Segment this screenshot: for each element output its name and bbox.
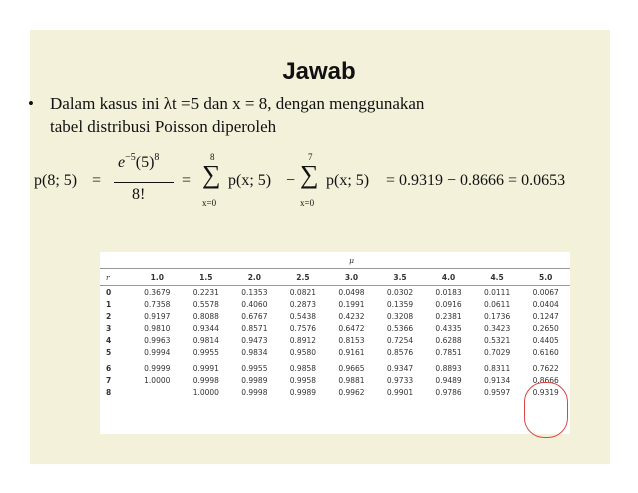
table-cell: 0.2650 [532,323,559,333]
table-cell: 0.9999 [144,363,171,373]
table-row [100,310,570,322]
table-header-r: r [100,269,133,286]
table-cell: 0.9786 [435,387,462,397]
table-cell: 0.9161 [338,347,365,357]
table-cell: 0.0111 [483,287,511,297]
table-cell: 0.4060 [241,299,268,309]
table-cell: 0.9134 [483,375,511,385]
table-cell: 0.5438 [289,311,317,321]
table-cell: 0.0404 [532,299,559,309]
table-cell: 0.0916 [435,299,462,309]
table-row-label: 5 [106,347,112,357]
table-cell: 0.9347 [386,363,414,373]
table-row [100,334,570,346]
table-cell: 0.9197 [144,311,171,321]
table-cell: 0.4405 [532,335,559,345]
bullet-symbol: • [28,94,34,113]
table-cell: 0.9580 [289,347,317,357]
table-cell: 0.7254 [386,335,414,345]
table-col-header: 5.0 [521,269,570,286]
table-cell: 0.9963 [144,335,171,345]
table-cell: 0.4232 [338,311,365,321]
table-cell: 0.3679 [144,287,171,297]
table-row [100,346,570,358]
table-cell: 0.9955 [241,363,268,373]
table-cell: 0.9998 [241,387,268,397]
table-cell: 0.2381 [435,311,462,321]
table-cell: 0.7622 [532,363,559,373]
table-cell: 0.6472 [338,323,365,333]
table-cell: 0.9881 [338,375,365,385]
poisson-formula [34,148,594,218]
table-row-label: 2 [106,311,112,321]
formula-numerator: $e^{-5}(5)^8$ [118,152,160,171]
formula-eq2: = [182,172,192,189]
table-cell: 0.9989 [289,387,317,397]
table-row [100,358,570,374]
table-row [100,322,570,334]
table-cell: 0.2231 [192,287,219,297]
formula-minus: − [286,172,296,189]
slide-title: Jawab [282,58,356,85]
table-cell: 0.6160 [532,347,559,357]
table-cell: 0.3423 [483,323,511,333]
table-cell: 0.7851 [435,347,462,357]
table-cell: 0.2873 [289,299,317,309]
table-col-header: 4.5 [473,269,522,286]
table-cell: 0.9955 [192,347,219,357]
table-row-label: 1 [106,299,112,309]
table-row-label: 6 [106,363,112,373]
table-cell: 0.1991 [338,299,365,309]
table-cell: 0.8912 [289,335,317,345]
highlight-circle [524,382,568,438]
table-cell: 0.8571 [241,323,268,333]
table-cell: 0.1736 [483,311,511,321]
table-cell: 0.4335 [435,323,462,333]
table-cell: 0.8893 [435,363,462,373]
table-cell: 0.9344 [192,323,219,333]
table-row [100,286,570,299]
table-cell: 0.7029 [483,347,511,357]
table-cell: 0.8311 [483,363,511,373]
table-col-header: 2.5 [279,269,328,286]
table-col-header: 1.5 [182,269,231,286]
sum1-lower: x=0 [202,198,217,208]
table-cell: 0.7358 [144,299,171,309]
table-cell: 0.6767 [241,311,268,321]
poisson-table [100,252,570,434]
table-cell: 0.9814 [192,335,219,345]
sum2-term: p(x; 5) [326,172,370,189]
formula-eq1: = [92,172,102,189]
table-row-label: 7 [106,375,112,385]
table-cell: 0.0821 [289,287,317,297]
table-cell: 0.8088 [192,311,219,321]
sum2-sigma-icon: ∑ [300,160,319,189]
sum1-sigma-icon: ∑ [202,160,221,189]
table-cell: 0.9665 [338,363,365,373]
table-cell [133,386,182,398]
table-cell: 0.8666 [532,375,559,385]
table-cell: 0.3208 [386,311,414,321]
table-cell: 0.0498 [338,287,365,297]
table-row [100,386,570,398]
table-cell: 0.0183 [435,287,462,297]
table-cell: 0.5321 [483,335,511,345]
table-cell: 0.9958 [289,375,317,385]
table-cell: 0.9998 [192,375,219,385]
table-cell: 0.9989 [241,375,268,385]
table-row-label: 4 [106,335,112,345]
bullet-text-line2: tabel distribusi Poisson diperoleh [50,117,277,136]
table-cell: 0.8153 [338,335,365,345]
table-cell: 0.9962 [338,387,365,397]
table-cell: 0.1359 [386,299,414,309]
bullet-text-line1: Dalam kasus ini λt =5 dan x = 8, dengan menggunakan [50,94,425,113]
table-cell: 0.9810 [144,323,171,333]
table-cell: 0.0067 [532,287,559,297]
bullet-text [50,92,570,138]
table-cell: 0.6288 [435,335,462,345]
table-col-header: 3.5 [376,269,425,286]
table-cell: 0.9733 [386,375,414,385]
table-row-label: 8 [106,387,112,397]
table-cell: 0.9489 [435,375,462,385]
table-cell: 1.0000 [144,375,171,385]
table-header-mu: μ [133,252,570,269]
table-cell: 1.0000 [192,387,219,397]
table-header-r-blank [100,252,133,269]
formula-result: = 0.9319 − 0.8666 = 0.0653 [386,172,566,189]
table-col-header: 3.0 [327,269,376,286]
table-cell: 0.0611 [483,299,511,309]
table-col-header: 4.0 [424,269,473,286]
table-cell: 0.8576 [386,347,414,357]
table-cell: 0.9834 [241,347,268,357]
table-cell: 0.9901 [386,387,414,397]
table-cell: 0.7576 [289,323,317,333]
table-col-header: 2.0 [230,269,279,286]
sum1-upper: 8 [210,152,215,162]
table-row [100,298,570,310]
table-col-header: 1.0 [133,269,182,286]
table-cell: 0.0302 [386,287,414,297]
fraction-bar [114,182,174,183]
formula-lhs: p(8; 5) [34,172,78,189]
table-cell: 0.9319 [532,387,559,397]
sum2-upper: 7 [308,152,313,162]
formula-denominator: 8! [132,186,146,203]
table-cell: 0.1353 [241,287,268,297]
table-row-label: 3 [106,323,112,333]
sum1-term: p(x; 5) [228,172,272,189]
table-cell: 0.9991 [192,363,219,373]
sum2-lower: x=0 [300,198,315,208]
table-row [100,374,570,386]
table-cell: 0.9473 [241,335,268,345]
table-cell: 0.1247 [532,311,559,321]
table-cell: 0.9858 [289,363,317,373]
table-cell: 0.5578 [192,299,219,309]
table-cell: 0.9597 [483,387,511,397]
table-row-label: 0 [106,287,112,297]
table-cell: 0.9994 [144,347,171,357]
table-cell: 0.5366 [386,323,414,333]
